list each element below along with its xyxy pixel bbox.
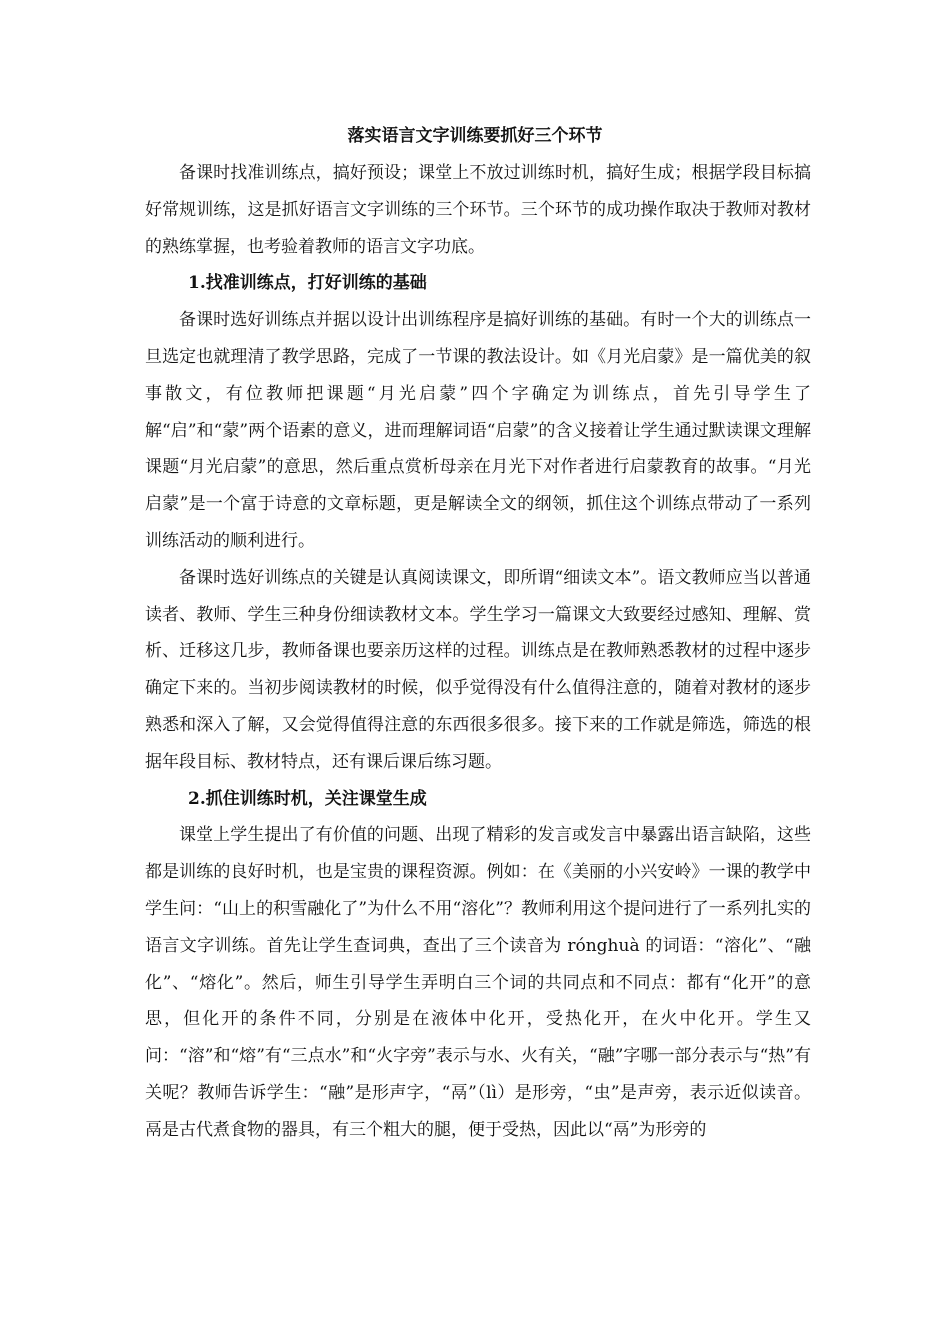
- section-1-paragraph-2: 备课时选好训练点的关键是认真阅读课文，即所谓“细读文本”。语文教师应当以普通读者、教师、学生三种身份细读教材文本。学生学习一篇课文大致要经过感知、理解、赏析、迁移这几步，教师备课也要亲历这样的过程。训练点是在教师熟悉教材的过程中逐步确定下来的。当初步阅读教材的时候，似乎觉得没有什么值得注意的，随着对教材的逐步熟悉和深入了解，又会觉得值得注意的东西很多很多。接下来的工作就是筛选，筛选的根据年段目标、教材特点，还有课后课后练习题。: [145, 567, 811, 772]
- section-1-paragraph-1: 备课时选好训练点并据以设计出训练程序是搞好训练的基础。有时一个大的训练点一旦选定也就理清了教学思路，完成了一节课的教法设计。如《月光启蒙》是一篇优美的叙事散文，有位教师把课题“月光启蒙”四个字确定为训练点，首先引导学生了解“启”和“蒙”两个语素的意义，进而理解词语“启蒙”的含义接着让学生通过默读课文理解课题“月光启蒙”的意思，然后重点赏析母亲在月光下对作者进行启蒙教育的故事。“月光启蒙”是一个富于诗意的文章标题，更是解读全文的纲领，抓住这个训练点带动了一系列训练活动的顺利进行。: [145, 310, 811, 551]
- intro-paragraph: 备课时找准训练点，搞好预设；课堂上不放过训练时机，搞好生成；根据学段目标搞好常规训练，这是抓好语言文字训练的三个环节。三个环节的成功操作取决于教师对教材的熟练掌握，也考验着教师的语言文字功底。: [145, 163, 811, 257]
- section-1-heading: 1.找准训练点，打好训练的基础: [188, 273, 427, 294]
- document-body: [145, 155, 811, 1149]
- section-2-heading: 2.抓住训练时机，关注课堂生成: [188, 788, 427, 809]
- document-title: 落实语言文字训练要抓好三个环节: [347, 126, 603, 146]
- section-2-paragraph-1: 课堂上学生提出了有价值的问题、出现了精彩的发言或发言中暴露出语言缺陷，这些都是训练的良好时机，也是宝贵的课程资源。例如：在《美丽的小兴安岭》一课的教学中学生问：“山上的积雪融化了”为什么不用“溶化”？教师利用这个提问进行了一系列扎实的语言文字训练。首先让学生查词典，查出了三个读音为 rónghuà 的词语：“溶化”、“融化”、“熔化”。然后，师生引导学生弄明白三个词的共同点和不同点：都有“化开”的意思，但化开的条件不同，分别是在液体中化开，受热化开，在火中化开。学生又问：“溶”和“熔”有“三点水”和“火字旁”表示与水、火有关，“融”字哪一部分表示与“热”有关呢？教师告诉学生：“融”是形声字，“鬲”（lì）是形旁，“虫”是声旁，表示近似读音。鬲是古代煮食物的器具，有三个粗大的腿，便于受热，因此以“鬲”为形旁的: [145, 825, 811, 1140]
